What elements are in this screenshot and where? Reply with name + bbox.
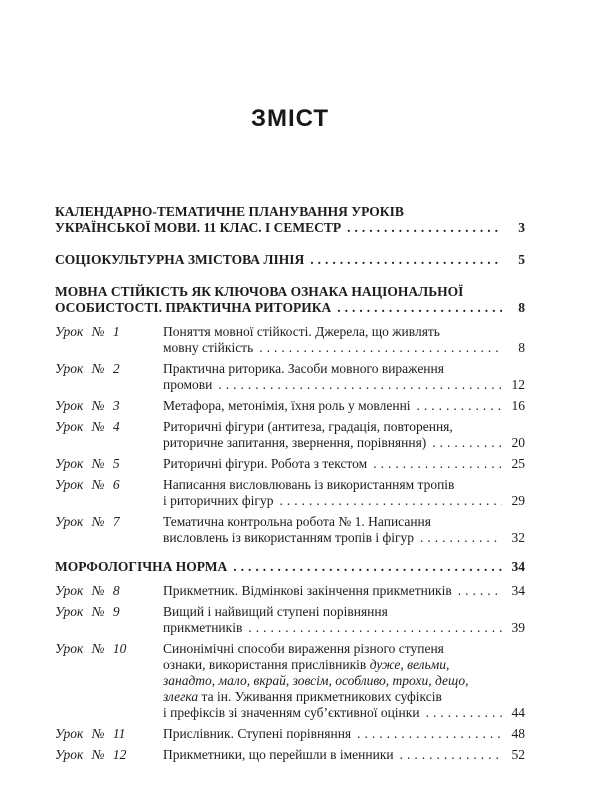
entry-line — [163, 435, 525, 451]
entry-text-italic-segment: дуже, вельми, — [369, 657, 450, 672]
entry-line — [163, 530, 525, 546]
entry-text — [163, 456, 367, 472]
dot-leader — [458, 583, 502, 599]
entry-text — [55, 220, 341, 236]
entry-line — [163, 689, 525, 705]
entry-text-block — [163, 324, 525, 356]
entry-line — [163, 514, 525, 530]
entry-text-segment: Тематична контрольна робота № 1. Написання — [163, 514, 431, 529]
entry-line — [163, 747, 525, 763]
entry-text-segment: Вищий і найвищий ступені порівняння — [163, 604, 388, 619]
toc-heading-entry — [55, 252, 525, 268]
entry-text — [163, 419, 453, 434]
entry-text — [163, 673, 468, 688]
entry-text — [163, 477, 454, 492]
dot-leader — [337, 300, 502, 316]
dot-leader — [420, 530, 502, 546]
page-number: 5 — [518, 252, 525, 267]
entry-line — [55, 284, 525, 300]
entry-line — [163, 419, 525, 435]
entry-text — [163, 657, 449, 672]
entry-text-block — [55, 284, 525, 316]
entry-text-segment: прикметників — [163, 620, 243, 635]
entry-text-segment: висловлень із використанням тропів і фігур — [163, 530, 414, 545]
entry-line — [163, 726, 525, 742]
entry-text — [163, 620, 242, 636]
entry-line — [55, 220, 525, 236]
entry-text — [163, 324, 440, 339]
toc-lesson-entry — [55, 419, 525, 451]
toc-lesson-entry — [55, 398, 525, 414]
lesson-label: Урок № 9 — [55, 604, 120, 619]
toc-lesson-entry — [55, 456, 525, 472]
entry-text-segment: Синонімічні способи вираження різного ступеня — [163, 641, 444, 656]
toc-lesson-entry — [55, 726, 525, 742]
entry-text-segment: Риторичні фігури. Робота з текстом — [163, 456, 368, 471]
entry-text-segment: Прикметник. Відмінкові закінчення прикметників — [163, 583, 452, 598]
entry-line — [163, 398, 525, 414]
entry-text — [163, 747, 394, 763]
lesson-label: Урок № 12 — [55, 747, 127, 762]
entry-line — [163, 705, 525, 721]
entry-text — [163, 689, 442, 704]
entry-line — [55, 300, 525, 316]
entry-text-segment: Прикметники, що перейшли в іменники — [163, 747, 394, 762]
entry-text-segment: риторичне запитання, звернення, порівняння) — [163, 435, 427, 450]
entry-line — [163, 641, 525, 657]
dot-leader — [259, 340, 502, 356]
lesson-label: Урок № 8 — [55, 583, 120, 598]
entry-text-block — [163, 477, 525, 509]
dot-leader — [218, 377, 502, 393]
page-number: 25 — [511, 456, 525, 471]
lesson-label: Урок № 7 — [55, 514, 120, 529]
entry-text — [163, 377, 212, 393]
entry-text-block — [163, 604, 525, 636]
entry-text — [163, 641, 444, 656]
entry-text — [163, 604, 388, 619]
lesson-label: Урок № 4 — [55, 419, 120, 434]
toc-lesson-entry — [55, 514, 525, 546]
dot-leader — [400, 747, 502, 763]
entry-text-block — [163, 514, 525, 546]
entry-text-block — [55, 252, 525, 268]
entry-line — [163, 377, 525, 393]
page-title: ЗМІСТ — [250, 105, 330, 132]
page-number: 8 — [518, 340, 525, 355]
lesson-label: Урок № 2 — [55, 361, 120, 376]
page-number: 39 — [511, 620, 525, 635]
entry-line — [163, 620, 525, 636]
toc-heading-entry — [55, 204, 525, 236]
entry-text-block — [163, 361, 525, 393]
dot-leader — [373, 456, 502, 472]
entry-text-block — [163, 456, 525, 472]
entry-text — [55, 300, 331, 316]
page-number: 3 — [518, 220, 525, 235]
entry-line — [163, 583, 525, 599]
entry-text-segment: МОРФОЛОГІЧНА НОРМА — [55, 559, 228, 574]
entry-text-block — [163, 747, 525, 763]
entry-text — [163, 493, 273, 509]
entry-text — [163, 530, 414, 546]
dot-leader — [248, 620, 502, 636]
entry-text-segment: Практична риторика. Засоби мовного вираження — [163, 361, 444, 376]
entry-text — [55, 284, 463, 299]
entry-text — [55, 252, 304, 268]
page-number: 12 — [511, 377, 525, 392]
entry-text-segment: СОЦІОКУЛЬТУРНА ЗМІСТОВА ЛІНІЯ — [55, 252, 305, 267]
entry-text — [55, 204, 404, 219]
page-number: 20 — [511, 435, 525, 450]
page-number: 52 — [511, 747, 525, 762]
entry-line — [163, 477, 525, 493]
entry-text — [163, 435, 426, 451]
entry-text-block — [163, 726, 525, 742]
toc-lesson-entry — [55, 641, 525, 721]
toc-lesson-entry — [55, 324, 525, 356]
toc-lesson-entry — [55, 747, 525, 763]
entry-text-segment: і префіксів зі значенням суб’єктивної оцінки — [163, 705, 420, 720]
dot-leader — [417, 398, 502, 414]
entry-text-block — [163, 641, 525, 721]
page-number: 48 — [511, 726, 525, 741]
entry-text — [163, 398, 411, 414]
entry-text-block — [163, 398, 525, 414]
entry-line — [163, 657, 525, 673]
entry-text-segment: і риторичних фігур — [163, 493, 274, 508]
entry-text — [163, 726, 351, 742]
entry-text-segment: Поняття мовної стійкості. Джерела, що живлять — [163, 324, 440, 339]
page-number: 16 — [511, 398, 525, 413]
dot-leader — [347, 220, 502, 236]
entry-line — [55, 204, 525, 220]
entry-text-segment: Написання висловлювань із використанням тропів — [163, 477, 455, 492]
entry-text-block — [163, 419, 525, 451]
entry-line — [163, 340, 525, 356]
entry-line — [163, 361, 525, 377]
dot-leader — [426, 705, 502, 721]
dot-leader — [233, 559, 502, 575]
toc-heading-entry — [55, 559, 525, 575]
entry-text-segment: ОСОБИСТОСТІ. ПРАКТИЧНА РИТОРИКА — [55, 300, 332, 315]
dot-leader — [310, 252, 502, 268]
entry-line — [163, 456, 525, 472]
dot-leader — [432, 435, 502, 451]
lesson-label: Урок № 1 — [55, 324, 120, 339]
entry-text-block — [55, 204, 525, 236]
entry-line — [163, 493, 525, 509]
entry-text-segment: мовну стійкість — [163, 340, 254, 355]
toc-heading-entry — [55, 284, 525, 316]
toc-lesson-entry — [55, 361, 525, 393]
entry-line — [55, 559, 525, 575]
toc-entries — [55, 196, 525, 763]
entry-text-block — [55, 559, 525, 575]
entry-line — [163, 604, 525, 620]
page-number: 29 — [511, 493, 525, 508]
dot-leader — [279, 493, 502, 509]
entry-text — [163, 583, 452, 599]
lesson-label: Урок № 11 — [55, 726, 126, 741]
lesson-label: Урок № 3 — [55, 398, 120, 413]
page-number: 8 — [518, 300, 525, 315]
entry-text-segment: МОВНА СТІЙКІСТЬ ЯК КЛЮЧОВА ОЗНАКА НАЦІОНАЛЬНОЇ — [55, 284, 464, 299]
dot-leader — [357, 726, 502, 742]
entry-text — [163, 340, 253, 356]
entry-text — [163, 361, 444, 376]
toc-lesson-entry — [55, 604, 525, 636]
page-number: 32 — [511, 530, 525, 545]
entry-text — [163, 705, 420, 721]
toc-lesson-entry — [55, 583, 525, 599]
entry-text-segment: та ін. Уживання прикметникових суфіксів — [198, 689, 442, 704]
entry-text-italic-segment: занадто, мало, вкрай, зовсім, особливо, трохи, дещо, — [163, 673, 469, 688]
entry-text-segment: Метафора, метонімія, їхня роль у мовленні — [163, 398, 411, 413]
entry-line — [163, 324, 525, 340]
entry-line — [55, 252, 525, 268]
entry-text-block — [163, 583, 525, 599]
lesson-label: Урок № 10 — [55, 641, 127, 656]
page-number: 34 — [511, 559, 525, 574]
entry-text-segment: ознаки, використання прислівників — [163, 657, 370, 672]
entry-text-segment: УКРАЇНСЬКОЇ МОВИ. 11 КЛАС. І СЕМЕСТР — [55, 220, 342, 235]
lesson-label: Урок № 5 — [55, 456, 120, 471]
entry-text-segment: Риторичні фігури (антитеза, градація, повторення, — [163, 419, 453, 434]
entry-text — [163, 514, 431, 529]
entry-text-italic-segment: злегка — [163, 689, 199, 704]
page-number: 44 — [511, 705, 525, 720]
entry-text-segment: Прислівник. Ступені порівняння — [163, 726, 352, 741]
entry-text-segment: промови — [163, 377, 213, 392]
toc-lesson-entry — [55, 477, 525, 509]
lesson-label: Урок № 6 — [55, 477, 120, 492]
entry-line — [163, 673, 525, 689]
entry-text-segment: КАЛЕНДАРНО-ТЕМАТИЧНЕ ПЛАНУВАННЯ УРОКІВ — [55, 204, 404, 219]
page-number: 34 — [511, 583, 525, 598]
entry-text — [55, 559, 227, 575]
